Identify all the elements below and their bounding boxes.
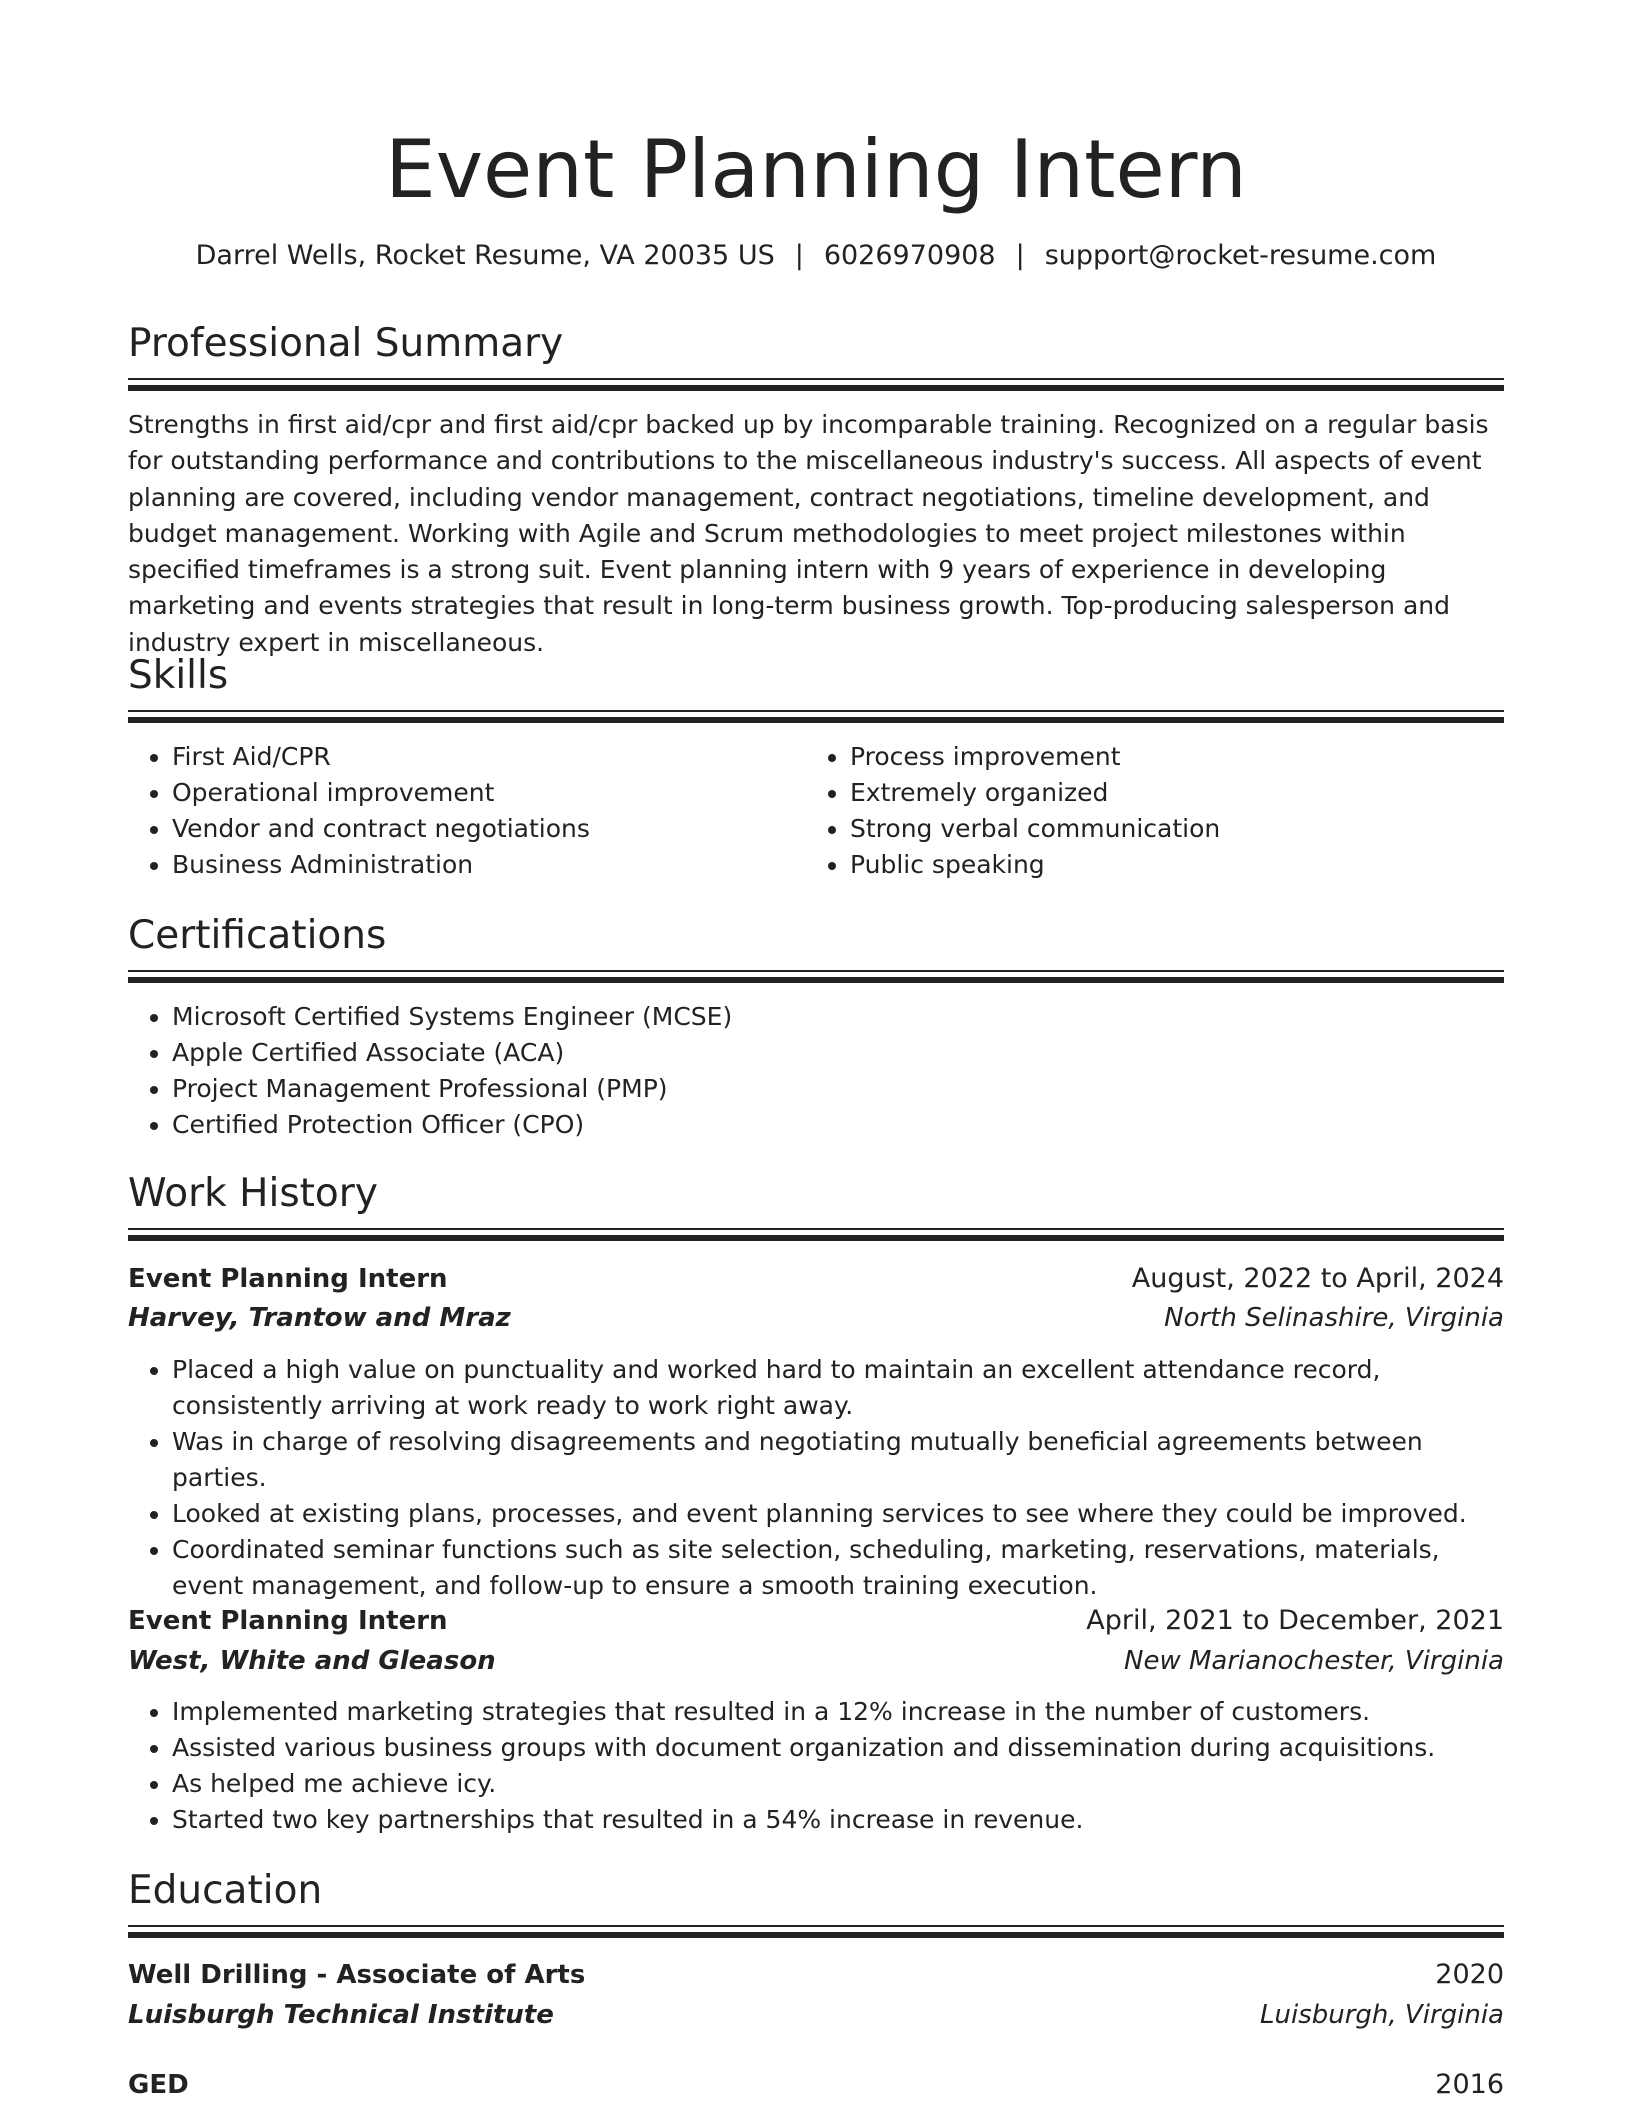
contact-line bbox=[128, 236, 1504, 276]
job-bullets bbox=[128, 1694, 1504, 1838]
summary-text: Strengths in first aid/cpr and first aid/cpr backed up by incomparable training. Recognized on a regular basis for outstanding performance and contributions to the miscellaneous industry's success. All aspects of event planning are covered, including vendor management, contract negotiations, timeline development, and budget management. Working with Agile and Scrum methodologies to meet project milestones within specified timeframes is a strong suit. Event planning intern with 9 years of experience in developing marketing and events strategies that result in long-term business growth. Top-producing salesperson and industry expert in miscellaneous. bbox=[128, 410, 1489, 657]
job-location: New Marianochester, Virginia bbox=[1124, 1646, 1504, 1676]
skills-list-left bbox=[128, 739, 792, 883]
education-header bbox=[128, 2065, 1504, 2105]
education-school: Luisburgh Technical Institute bbox=[128, 2000, 554, 2030]
job-company-row bbox=[128, 1641, 1504, 1681]
job-header bbox=[128, 1601, 1504, 1641]
work-history-heading: Work History bbox=[128, 1171, 378, 1216]
certifications-heading: Certifications bbox=[128, 913, 387, 958]
education-degree: GED bbox=[128, 2070, 189, 2100]
job-company-row bbox=[128, 1298, 1504, 1338]
education-school-row bbox=[128, 1995, 1504, 2035]
skill-item: • Public speaking bbox=[850, 847, 1500, 883]
job-company: West, White and Gleason bbox=[128, 1646, 496, 1676]
section-divider bbox=[128, 378, 1504, 392]
contact-email: support@rocket-resume.com bbox=[1044, 240, 1437, 271]
certification-item: • Certified Protection Officer (CPO) bbox=[172, 1107, 1502, 1143]
summary-heading: Professional Summary bbox=[128, 321, 564, 366]
section-divider bbox=[128, 710, 1504, 724]
job-bullet: • Started two key partnerships that resulted in a 54% increase in revenue. bbox=[172, 1802, 1504, 1838]
education-location: Luisburgh, Virginia bbox=[1260, 2000, 1504, 2030]
job-bullet: • Coordinated seminar functions such as site selection, scheduling, marketing, reservations, materials, event management, and follow-up to ensure a smooth training execution. bbox=[172, 1532, 1504, 1604]
job-title: Event Planning Intern bbox=[128, 1264, 448, 1294]
certifications-list bbox=[128, 999, 1502, 1143]
job-bullet: • As helped me achieve icy. bbox=[172, 1766, 1504, 1802]
education-heading: Education bbox=[128, 1868, 323, 1913]
skills-list-right bbox=[806, 739, 1500, 883]
job-location: North Selinashire, Virginia bbox=[1164, 1303, 1504, 1333]
job-dates: August, 2022 to April, 2024 bbox=[1131, 1263, 1504, 1294]
section-divider bbox=[128, 970, 1504, 984]
job-bullets bbox=[128, 1352, 1504, 1604]
skill-item: • Business Administration bbox=[172, 847, 792, 883]
skill-item: • First Aid/CPR bbox=[172, 739, 792, 775]
education-header bbox=[128, 1955, 1504, 1995]
job-company: Harvey, Trantow and Mraz bbox=[128, 1303, 511, 1333]
job-header bbox=[128, 1259, 1504, 1299]
certification-item: • Microsoft Certified Systems Engineer (MCSE) bbox=[172, 999, 1502, 1035]
education-year: 2020 bbox=[1435, 1959, 1504, 1990]
skill-item: • Extremely organized bbox=[850, 775, 1500, 811]
contact-separator: | bbox=[794, 240, 804, 271]
skill-item: • Process improvement bbox=[850, 739, 1500, 775]
contact-phone: 6026970908 bbox=[823, 240, 996, 271]
section-divider bbox=[128, 1925, 1504, 1939]
education-year: 2016 bbox=[1435, 2069, 1504, 2100]
contact-separator: | bbox=[1015, 240, 1025, 271]
job-dates: April, 2021 to December, 2021 bbox=[1086, 1605, 1504, 1636]
skills-heading: Skills bbox=[128, 653, 229, 698]
education-degree: Well Drilling - Associate of Arts bbox=[128, 1960, 586, 1990]
job-bullet: • Looked at existing plans, processes, and event planning services to see where they could be improved. bbox=[172, 1496, 1504, 1532]
job-bullet: • Assisted various business groups with document organization and dissemination during acquisitions. bbox=[172, 1730, 1504, 1766]
contact-address: Darrel Wells, Rocket Resume, VA 20035 US bbox=[195, 240, 775, 271]
certification-item: • Apple Certified Associate (ACA) bbox=[172, 1035, 1502, 1071]
certification-item: • Project Management Professional (PMP) bbox=[172, 1071, 1502, 1107]
job-title: Event Planning Intern bbox=[128, 1606, 448, 1636]
job-bullet: • Placed a high value on punctuality and worked hard to maintain an excellent attendance record, consistently arriving at work ready to work right away. bbox=[172, 1352, 1504, 1424]
job-bullet: • Was in charge of resolving disagreements and negotiating mutually beneficial agreements between parties. bbox=[172, 1424, 1504, 1496]
resume-title: Event Planning Intern bbox=[385, 123, 1247, 216]
skill-item: • Operational improvement bbox=[172, 775, 792, 811]
job-bullet: • Implemented marketing strategies that resulted in a 12% increase in the number of customers. bbox=[172, 1694, 1504, 1730]
section-divider bbox=[128, 1228, 1504, 1242]
skill-item: • Strong verbal communication bbox=[850, 811, 1500, 847]
skill-item: • Vendor and contract negotiations bbox=[172, 811, 792, 847]
